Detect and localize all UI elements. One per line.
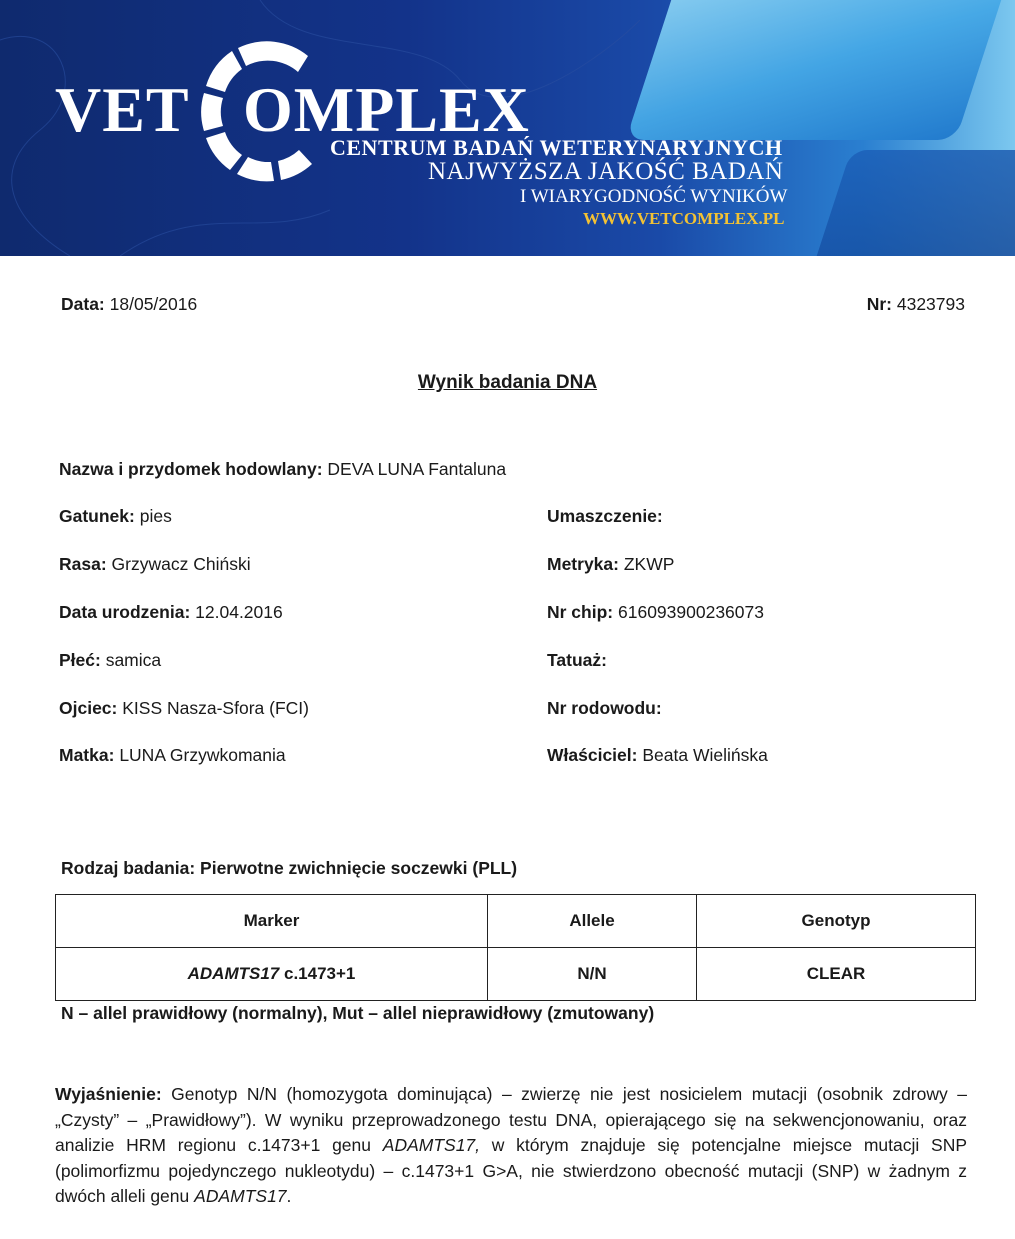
field-value: LUNA Grzywkomania	[119, 745, 286, 765]
owner-field	[547, 745, 768, 766]
report-number	[867, 294, 965, 315]
sex-field	[59, 650, 161, 671]
column-header-allele: Allele	[488, 895, 697, 948]
nr-label: Nr:	[866, 294, 892, 314]
genotype-cell: CLEAR	[697, 948, 976, 1001]
test-type: Rodzaj badania: Pierwotne zwichnięcie soczewki (PLL)	[61, 858, 518, 878]
date-label: Data:	[61, 294, 105, 314]
explanation-text: .	[286, 1186, 292, 1206]
logo-text-right: OMPLEX	[243, 74, 530, 145]
header-banner	[0, 0, 1015, 256]
column-header-genotype: Genotyp	[697, 895, 976, 948]
pedigree-number-field	[547, 698, 662, 719]
dam-field	[59, 745, 286, 766]
page-title: Wynik badania DNA	[417, 372, 598, 393]
banner-tagline: I WIARYGODNOŚĆ WYNIKÓW	[520, 186, 788, 207]
gene-name: ADAMTS17	[194, 1186, 287, 1206]
column-header-marker: Marker	[56, 895, 488, 948]
report-date	[61, 294, 197, 315]
field-value: ZKWP	[623, 554, 675, 574]
explanation-paragraph	[55, 1082, 967, 1210]
explanation-label: Wyjaśnienie:	[55, 1084, 162, 1104]
banner-website-link[interactable]: WWW.VETCOMPLEX.PL	[583, 209, 785, 228]
tattoo-field	[547, 650, 607, 671]
field-label: Gatunek:	[59, 506, 135, 526]
allele-legend: N – allel prawidłowy (normalny), Mut – allel nieprawidłowy (zmutowany)	[61, 1003, 655, 1023]
animal-name-field	[59, 459, 506, 480]
marker-gene: ADAMTS17	[187, 964, 280, 983]
marker-position: c.1473+1	[283, 964, 356, 983]
field-label: Matka:	[59, 745, 115, 765]
results-table	[55, 894, 976, 1001]
field-label: Płeć:	[59, 650, 101, 670]
field-value: 616093900236073	[618, 602, 764, 622]
chip-number-field	[547, 602, 764, 623]
coat-color-field	[547, 506, 663, 527]
field-label: Tatuaż:	[547, 650, 607, 670]
field-label: Nazwa i przydomek hodowlany:	[59, 459, 323, 479]
field-value: Beata Wielińska	[642, 745, 768, 765]
field-label: Nr chip:	[547, 602, 614, 622]
table-row	[56, 948, 976, 1001]
banner-tagline: CENTRUM BADAŃ WETERYNARYJNYCH	[330, 135, 783, 160]
registry-field	[547, 554, 674, 575]
field-value: Grzywacz Chiński	[111, 554, 251, 574]
field-value: samica	[105, 650, 162, 670]
explanation-text: w którym znajduje się potencjalne miejsce mutacji SNP (polimorfizmu pojedynczego nukleotydu) – c.1473+1 G>A, nie stwierdzono obecność mutacji (SNP) w żadnym z dwóch alleli genu	[55, 1135, 968, 1206]
explanation-text: Genotyp N/N (homozygota dominująca) – zwierzę nie jest nosicielem mutacji (osobnik zdrowy – „Czysty” – „Prawidłowy”). W wyniku przeprowadzonego testu DNA, opierającego się na sekwencjonowaniu, oraz analizie HRM regionu c.1473+1 genu	[55, 1084, 967, 1155]
birth-date-field	[59, 602, 283, 623]
allele-cell: N/N	[488, 948, 697, 1001]
banner-tagline: NAJWYŻSZA JAKOŚĆ BADAŃ	[428, 158, 784, 185]
field-label: Data urodzenia:	[59, 602, 191, 622]
field-value: KISS Nasza-Sfora (FCI)	[122, 698, 309, 718]
breed-field	[59, 554, 251, 575]
field-label: Właściciel:	[547, 745, 638, 765]
table-header-row	[56, 895, 976, 948]
field-value: pies	[139, 506, 172, 526]
field-label: Rasa:	[59, 554, 107, 574]
logo-text-left: VET	[55, 74, 190, 145]
field-label: Umaszczenie:	[547, 506, 663, 526]
nr-value: 4323793	[896, 294, 965, 314]
field-label: Metryka:	[547, 554, 619, 574]
species-field	[59, 506, 172, 527]
gene-name: ADAMTS17,	[382, 1135, 481, 1155]
field-value: 12.04.2016	[195, 602, 283, 622]
field-label: Nr rodowodu:	[547, 698, 662, 718]
field-value: DEVA LUNA Fantaluna	[327, 459, 507, 479]
sire-field	[59, 698, 309, 719]
date-value: 18/05/2016	[109, 294, 198, 314]
marker-cell	[56, 948, 488, 1001]
field-label: Ojciec:	[59, 698, 118, 718]
